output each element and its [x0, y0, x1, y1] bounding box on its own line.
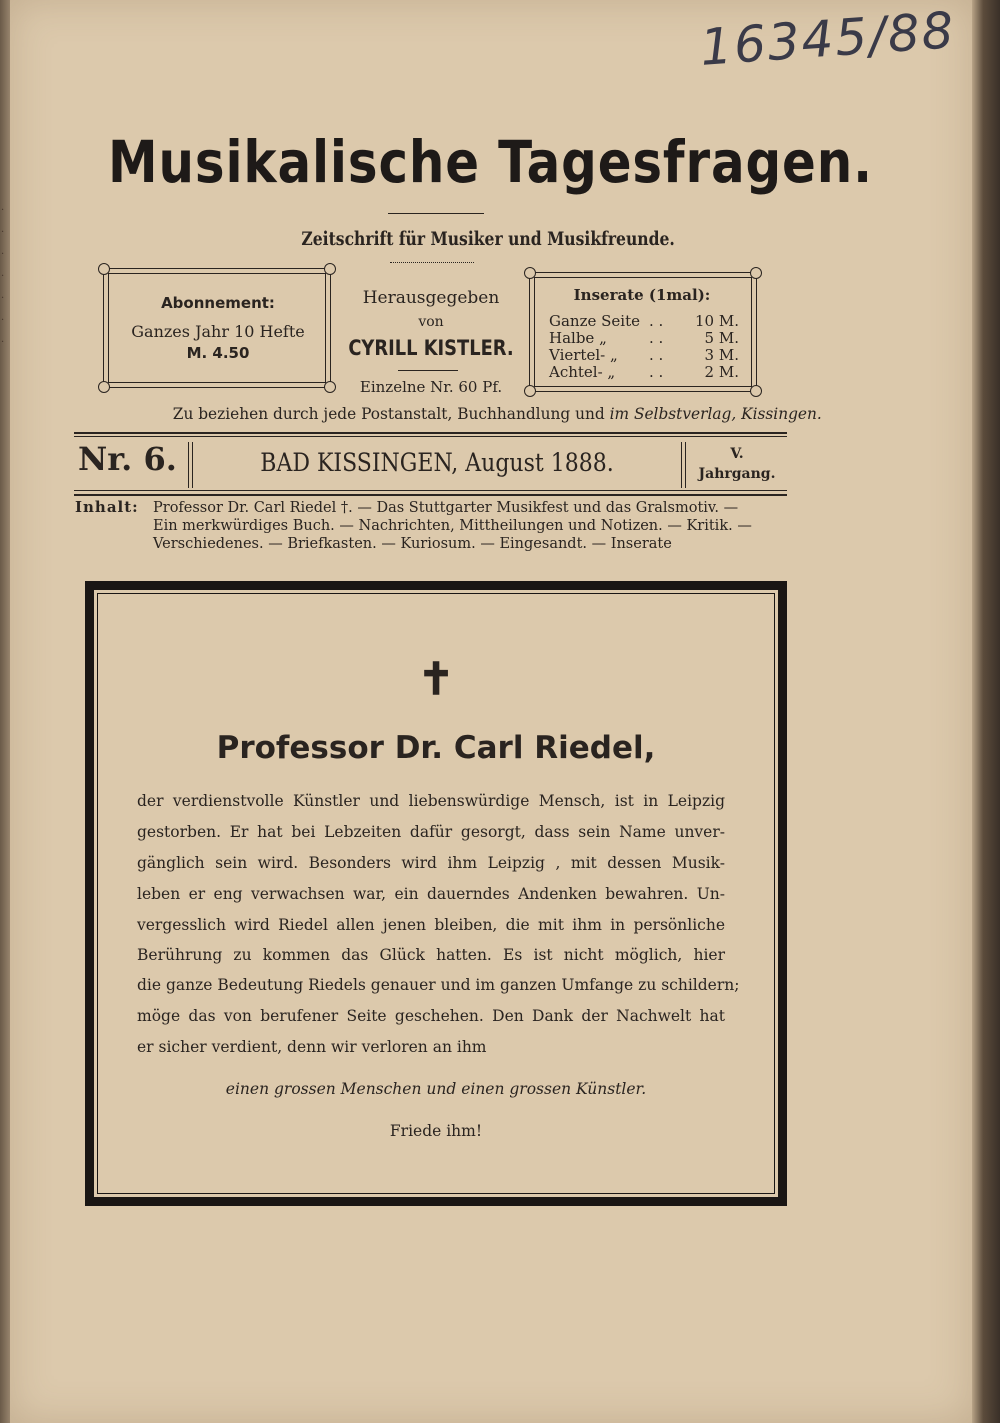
corner-ornament-icon [98, 263, 110, 275]
issue-bar-divider [188, 442, 189, 488]
inserate-dots: . . [649, 312, 664, 330]
contents-label: Inhalt: [75, 498, 139, 516]
inserate-label: Achtel- „ [549, 363, 616, 381]
obituary-line: gänglich sein wird. Besonders wird ihm Leipzig , mit dessen Musik- [137, 854, 725, 872]
obituary-line: möge das von berufener Seite geschehen. Den Dank der Nachwelt hat [137, 1007, 725, 1025]
left-margin-marks: · · · · · · · [1, 205, 5, 348]
inserate-dots: . . [649, 346, 664, 364]
right-binding-edge [972, 0, 1000, 1423]
ornament-rule [390, 262, 474, 263]
inserate-label: Halbe „ [549, 329, 607, 347]
inserate-dots: . . [649, 329, 664, 347]
publisher-name: CYRILL KISTLER. [348, 336, 514, 360]
obituary-line: gestorben. Er hat bei Lebzeiten dafür gesorgt, dass sein Name unver- [137, 823, 725, 841]
issue-bar-rule [74, 494, 787, 496]
contents-line: Ein merkwürdiges Buch. — Nachrichten, Mittheilungen und Notizen. — Kritik. — [153, 518, 752, 534]
obituary-italic-line: einen grossen Menschen und einen grossen Künstler. [225, 1080, 647, 1098]
publisher-rule [398, 370, 458, 371]
inserate-dots: . . [649, 363, 664, 381]
distribution-italic: im Selbstverlag, Kissingen. [609, 404, 822, 423]
obituary-last-line: er sicher verdient, denn wir verloren an ihm [137, 1038, 487, 1056]
issue-bar-divider [192, 442, 193, 488]
inserate-title: Inserate (1mal): [573, 286, 711, 304]
archive-mark: 16345/88 [698, 1, 958, 77]
issue-volume-label: Jahrgang. [698, 466, 776, 482]
abonnement-title: Abonnement: [161, 294, 275, 312]
inserate-label: Ganze Seite [549, 312, 640, 330]
corner-ornament-icon [324, 263, 336, 275]
masthead-title: Musikalische Tagesfragen. [108, 128, 873, 196]
abonnement-price: M. 4.50 [186, 344, 250, 362]
issue-bar-divider [685, 442, 686, 488]
masthead-rule [388, 213, 484, 214]
publisher-line1: Herausgegeben [362, 288, 500, 308]
inserate-value: 2 M. [704, 363, 739, 381]
issue-bar-divider [681, 442, 682, 488]
issue-volume: V. [730, 446, 744, 462]
obituary-line: der verdienstvolle Künstler und liebenswürdige Mensch, ist in Leipzig [137, 792, 725, 810]
obituary-line: die ganze Bedeutung Riedels genauer und im ganzen Umfange zu schildern; [137, 976, 740, 994]
inserate-value: 10 M. [695, 312, 739, 330]
corner-ornament-icon [750, 385, 762, 397]
corner-ornament-icon [750, 267, 762, 279]
corner-ornament-icon [98, 381, 110, 393]
single-issue-price: Einzelne Nr. 60 Pf. [359, 378, 503, 396]
inserate-label: Viertel- „ [549, 346, 618, 364]
cross-icon: ✝ [417, 654, 455, 705]
obituary-title: Professor Dr. Carl Riedel, [216, 730, 656, 766]
contents-line: Professor Dr. Carl Riedel †. — Das Stuttgarter Musikfest und das Gralsmotiv. — [153, 500, 739, 516]
issue-number: Nr. 6. [78, 440, 177, 478]
inserate-value: 3 M. [704, 346, 739, 364]
obituary-line: leben er eng verwachsen war, ein dauerndes Andenken bewahren. Un- [137, 885, 725, 903]
issue-place-date: BAD KISSINGEN, August 1888. [260, 448, 614, 477]
distribution-text: Zu beziehen durch jede Postanstalt, Buchhandlung und [172, 404, 610, 423]
issue-bar-rule [74, 432, 787, 434]
publisher-line2: von [418, 314, 444, 330]
inserate-value: 5 M. [704, 329, 739, 347]
obituary-closing: Friede ihm! [389, 1122, 483, 1140]
abonnement-line: Ganzes Jahr 10 Hefte [131, 322, 305, 341]
obituary-line: vergesslich wird Riedel allen jenen bleiben, die mit ihm in persönliche [137, 916, 725, 934]
obituary-line: Berührung zu kommen das Glück hatten. Es ist nicht möglich, hier [137, 946, 725, 964]
corner-ornament-icon [524, 267, 536, 279]
masthead-subtitle: Zeitschrift für Musiker und Musikfreunde. [301, 228, 675, 250]
issue-bar-rule [74, 490, 787, 491]
corner-ornament-icon [524, 385, 536, 397]
issue-bar-rule [74, 436, 787, 437]
contents-line: Verschiedenes. — Briefkasten. — Kuriosum. — Eingesandt. — Inserate [153, 536, 672, 552]
distribution-note [17, 404, 977, 423]
